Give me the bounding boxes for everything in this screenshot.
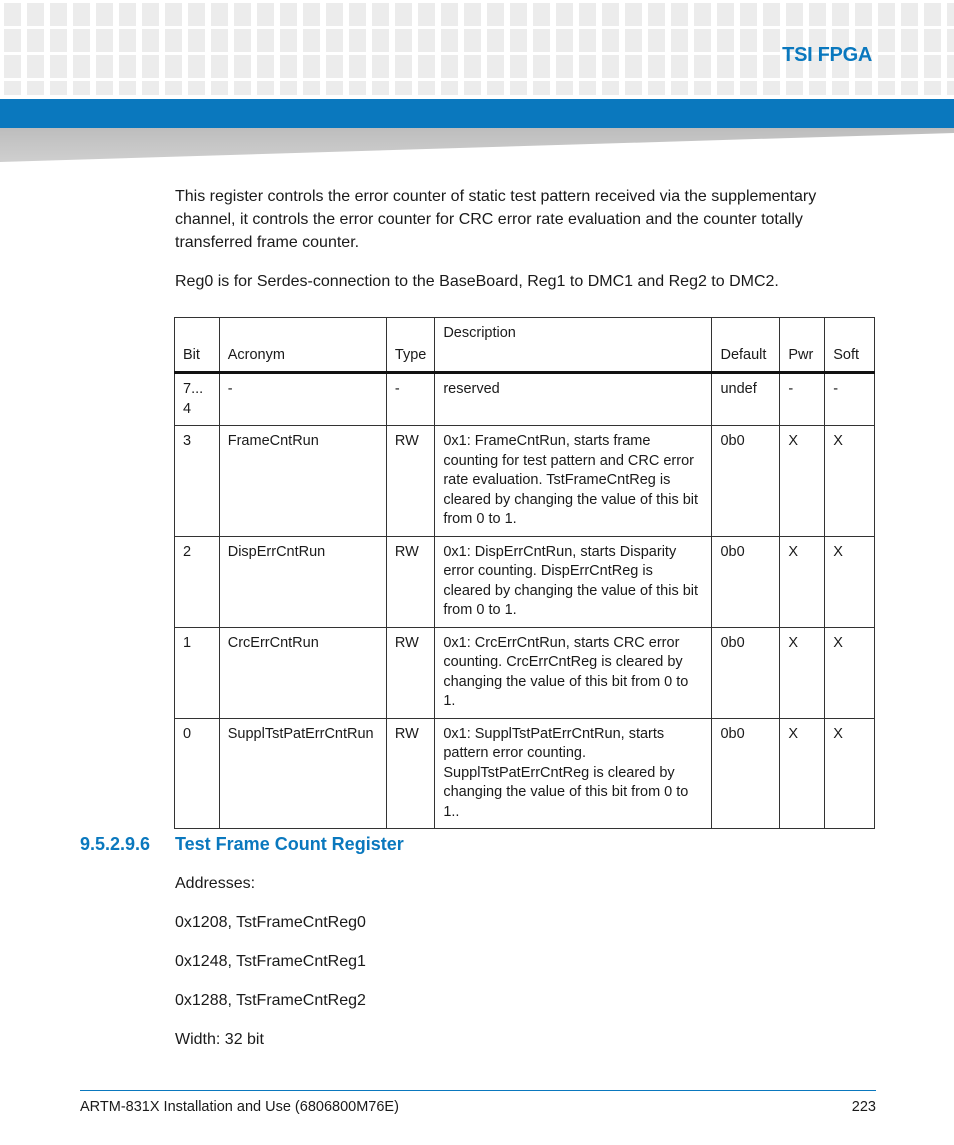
cell-type: RW — [386, 536, 434, 627]
header-acronym: Acronym — [219, 318, 386, 373]
cell-acronym: DispErrCntRun — [219, 536, 386, 627]
footer-document-title: ARTM-831X Installation and Use (6806800M76E) — [80, 1099, 399, 1115]
cell-bit: 1 — [175, 627, 220, 718]
header-grey-band — [0, 128, 954, 162]
cell-soft: - — [825, 373, 875, 426]
cell-type: - — [386, 373, 434, 426]
header-description: Description — [435, 318, 712, 373]
header-type: Type — [386, 318, 434, 373]
cell-default: 0b0 — [712, 718, 780, 829]
cell-default: 0b0 — [712, 536, 780, 627]
intro-paragraph-1: This register controls the error counter of static test pattern received via the supplementary channel, it controls the error counter for CRC error rate evaluation and the counter totally transferred frame counter. — [175, 188, 817, 251]
width-line: Width: 32 bit — [175, 1031, 264, 1048]
cell-default: undef — [712, 373, 780, 426]
register-table — [174, 317, 875, 829]
cell-type: RW — [386, 426, 434, 537]
cell-pwr: X — [780, 426, 825, 537]
cell-pwr: X — [780, 536, 825, 627]
header-default: Default — [712, 318, 780, 373]
table-row — [175, 627, 875, 718]
cell-acronym: SupplTstPatErrCntRun — [219, 718, 386, 829]
address-line: 0x1288, TstFrameCntReg2 — [175, 992, 366, 1009]
cell-soft: X — [825, 536, 875, 627]
cell-acronym: FrameCntRun — [219, 426, 386, 537]
section-number: 9.5.2.9.6 — [80, 834, 151, 854]
cell-description: 0x1: DispErrCntRun, starts Disparity error counting. DispErrCntReg is cleared by changing the value of this bit from 0 to 1. — [435, 536, 712, 627]
cell-description: reserved — [435, 373, 712, 426]
table-row — [175, 426, 875, 537]
table-header-row — [175, 318, 875, 373]
cell-description: 0x1: FrameCntRun, starts frame counting for test pattern and CRC error rate evaluation. TstFrameCntReg is cleared by changing the value of this bit from 0 to 1. — [435, 426, 712, 537]
header-pwr: Pwr — [780, 318, 825, 373]
intro-paragraph-2: Reg0 is for Serdes-connection to the BaseBoard, Reg1 to DMC1 and Reg2 to DMC2. — [175, 273, 779, 290]
table-row — [175, 373, 875, 426]
addresses-label: Addresses: — [175, 875, 256, 892]
header-bit: Bit — [175, 318, 220, 373]
page-number: 223 — [851, 1099, 876, 1115]
cell-type: RW — [386, 627, 434, 718]
table-row — [175, 718, 875, 829]
cell-bit: 7... 4 — [175, 373, 220, 426]
table-row — [175, 536, 875, 627]
cell-default: 0b0 — [712, 426, 780, 537]
section-title: Test Frame Count Register — [175, 834, 404, 854]
cell-soft: X — [825, 426, 875, 537]
cell-acronym: CrcErrCntRun — [219, 627, 386, 718]
address-line: 0x1208, TstFrameCntReg0 — [175, 914, 366, 931]
footer-rule — [80, 1090, 876, 1091]
cell-pwr: - — [780, 373, 825, 426]
cell-default: 0b0 — [712, 627, 780, 718]
cell-bit: 0 — [175, 718, 220, 829]
cell-type: RW — [386, 718, 434, 829]
cell-pwr: X — [780, 718, 825, 829]
cell-soft: X — [825, 718, 875, 829]
cell-acronym: - — [219, 373, 386, 426]
cell-soft: X — [825, 627, 875, 718]
header-soft: Soft — [825, 318, 875, 373]
cell-bit: 2 — [175, 536, 220, 627]
cell-bit: 3 — [175, 426, 220, 537]
header-blue-band — [0, 99, 954, 128]
cell-pwr: X — [780, 627, 825, 718]
address-line: 0x1248, TstFrameCntReg1 — [175, 953, 366, 970]
cell-description: 0x1: CrcErrCntRun, starts CRC error counting. CrcErrCntReg is cleared by changing the value of this bit from 0 to 1. — [435, 627, 712, 718]
chapter-title: TSI FPGA — [782, 44, 872, 66]
cell-description: 0x1: SupplTstPatErrCntRun, starts pattern error counting. SupplTstPatErrCntReg is cleared by changing the value of this bit from 0 to 1.. — [435, 718, 712, 829]
